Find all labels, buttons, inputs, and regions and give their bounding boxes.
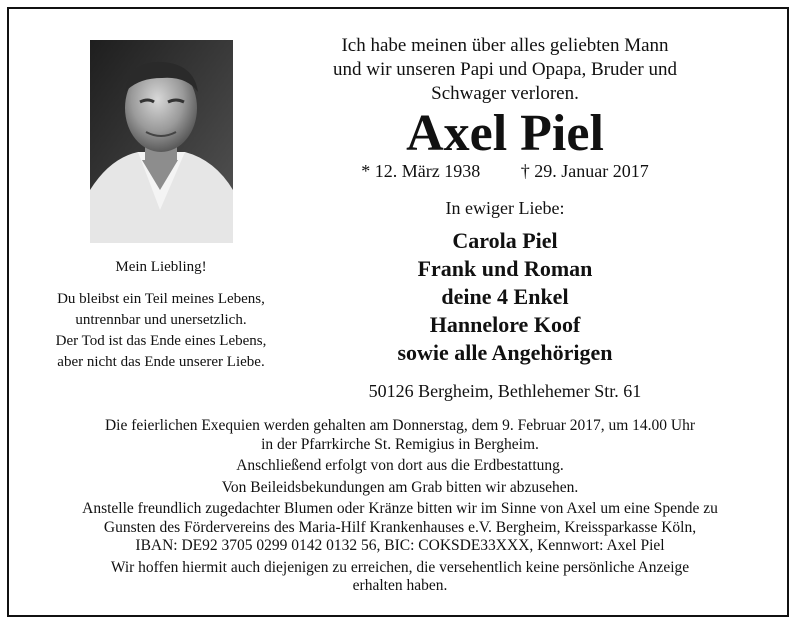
mourner: Frank und Roman [417,256,593,281]
photo-caption: Mein Liebling! [115,259,207,275]
birth-date: * 12. März 1938 [361,161,481,181]
portrait-photo [90,40,233,243]
funeral-line: Die feierlichen Exequien werden gehalten am Donnerstag, dem 9. Februar 2017, um 14.00 Uhr [104,417,696,434]
condolences-line: Von Beileidsbekundungen am Grab bitten wir abzusehen. [221,478,579,496]
address: 50126 Bergheim, Bethlehemer Str. 61 [368,381,642,401]
poem-line: aber nicht das Ende unserer Liebe. [57,354,265,370]
funeral-information [30,417,770,596]
poem-line: untrennbar und unersetzlich. [75,312,247,328]
mourner: Hannelore Koof [429,312,581,337]
poem-line: Du bleibst ein Teil meines Lebens, [57,291,265,307]
intro-line: und wir unseren Papi und Opapa, Bruder und [332,59,678,80]
love-line: In ewiger Liebe: [445,198,565,218]
mourners-list [300,227,710,367]
funeral-line: in der Pfarrkirche St. Remigius in Bergheim. [261,435,539,453]
donation-line: Anstelle freundlich zugedachter Blumen oder Kränze bitten wir im Sinne von Axel um eine Spende zu [82,500,718,517]
mourner: sowie alle Angehörigen [397,340,613,365]
life-dates [300,160,710,182]
burial-line: Anschließend erfolgt von dort aus die Erdbestattung. [236,457,564,474]
intro-line: Schwager verloren. [431,83,579,104]
closing-line: Wir hoffen hiermit auch diejenigen zu erreichen, die versehentlich keine persönliche Anzeige [110,558,690,576]
donation-line: Gunsten des Fördervereins des Maria-Hilf Krankenhauses e.V. Bergheim, Kreissparkasse Köln, [103,518,697,536]
closing-line: erhalten haben. [352,577,448,594]
poem [20,289,302,373]
death-date: † 29. Januar 2017 [520,161,649,181]
portrait-image [90,40,233,243]
donation-line: IBAN: DE92 3705 0299 0142 0132 56, BIC: COKSDE33XXX, Kennwort: Axel Piel [135,537,665,554]
poem-line: Der Tod ist das Ende eines Lebens, [55,333,267,349]
mourner: deine 4 Enkel [441,284,569,309]
mourner: Carola Piel [452,228,558,253]
deceased-name: Axel Piel [406,105,604,162]
intro-text [300,34,710,106]
intro-line: Ich habe meinen über alles geliebten Mann [341,35,669,56]
